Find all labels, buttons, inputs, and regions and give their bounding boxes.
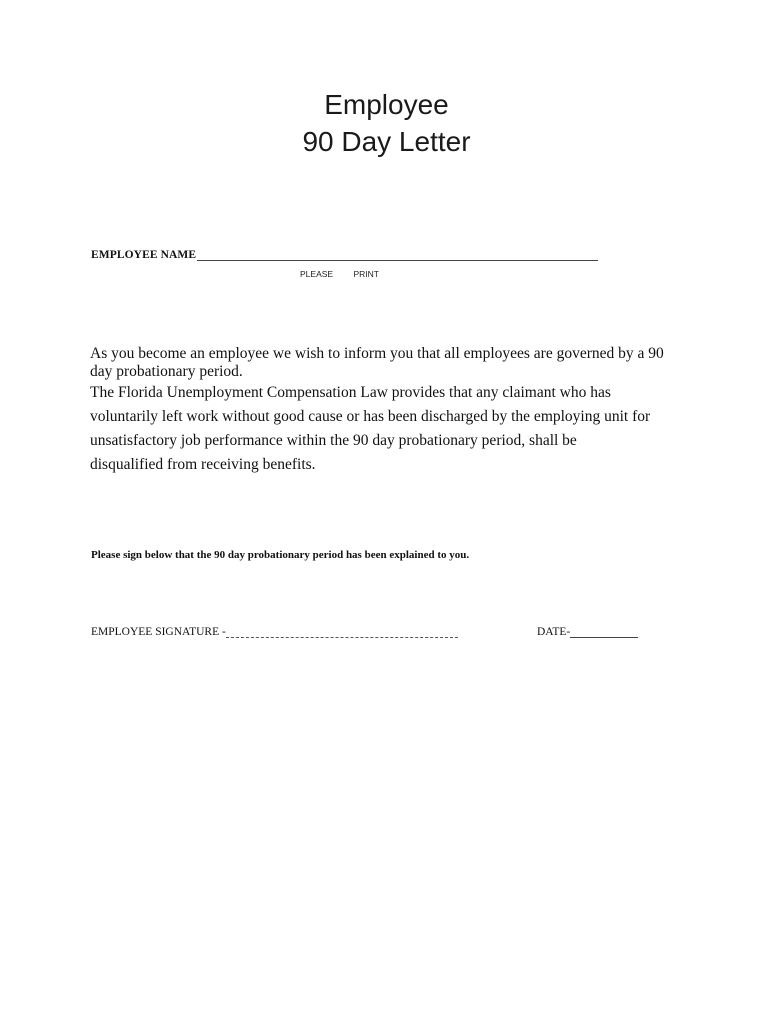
signature-row [91,626,458,638]
signature-label: EMPLOYEE SIGNATURE - [91,626,226,638]
signature-field[interactable] [226,626,458,638]
body-line: voluntarily left work without good cause or has been discharged by the employing unit for [90,408,651,425]
body-line: As you become an employee we wish to inform you that all employees are governed by a 90 [90,345,664,362]
sign-instruction: Please sign below that the 90 day probationary period has been explained to you. [91,549,470,561]
employee-name-field[interactable] [197,249,598,261]
employee-name-label: EMPLOYEE NAME [91,249,197,261]
body-line: day probationary period. [90,363,243,380]
please-print-hint [300,269,379,279]
employee-name-row [91,249,598,261]
title-line-2: 90 Day Letter [302,126,471,157]
print-word: PRINT [353,269,379,279]
body-line: The Florida Unemployment Compensation Law provides that any claimant who has [90,384,611,401]
date-label: DATE- [537,626,571,638]
date-row [537,626,638,638]
date-field[interactable] [570,626,638,638]
body-line: disqualified from receiving benefits. [90,456,316,473]
title-line-1: Employee [324,89,449,120]
body-line: unsatisfactory job performance within the 90 day probationary period, shall be [90,432,577,449]
document-title [0,86,770,160]
please-word: PLEASE [300,269,334,279]
